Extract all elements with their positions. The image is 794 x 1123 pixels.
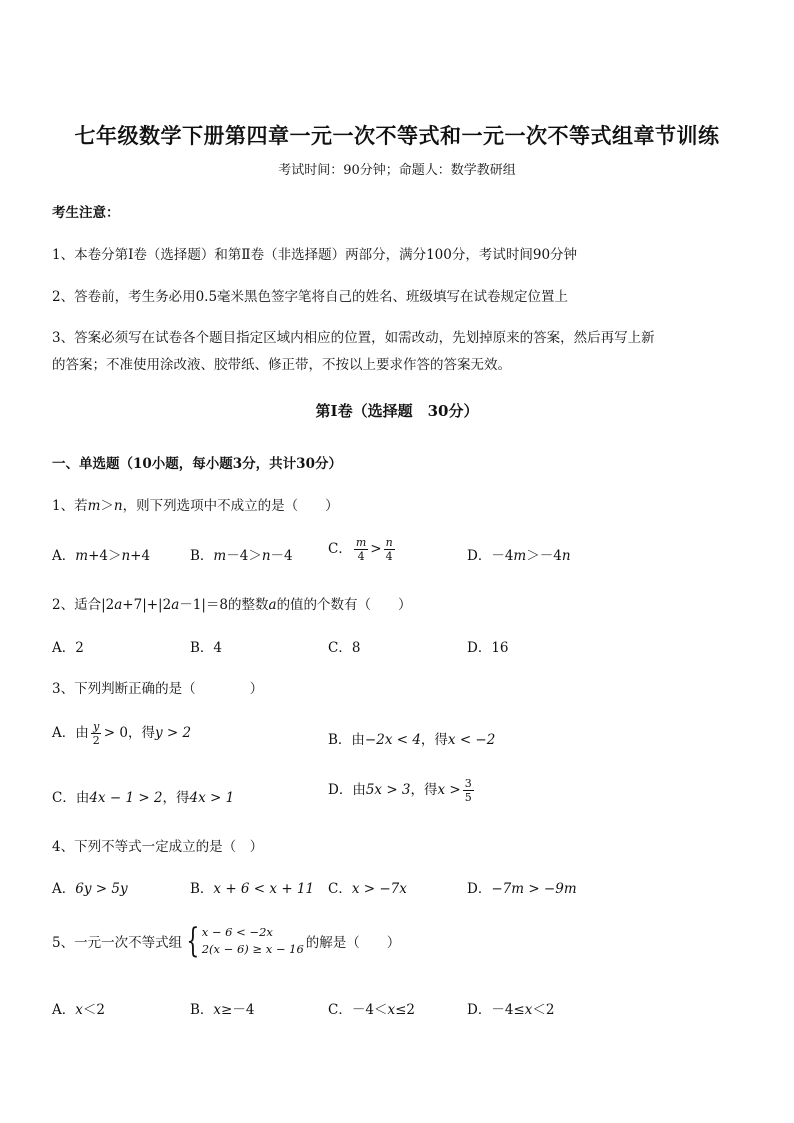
q2-option-a[interactable]: A．2 bbox=[52, 640, 84, 656]
q1-option-c[interactable]: C． $\frac{m}{4}$ > $\frac{n}{4}$ bbox=[328, 536, 393, 563]
q2-option-c[interactable]: C．8 bbox=[328, 640, 361, 656]
q4-option-b[interactable]: B．x + 6 < x + 11 bbox=[190, 881, 315, 897]
notice-heading: 考生注意： bbox=[52, 205, 120, 221]
q5-option-b[interactable]: B．x≥－4 bbox=[190, 1002, 255, 1018]
q5-option-d[interactable]: D．－4≤x＜2 bbox=[467, 1002, 555, 1018]
q2-option-d[interactable]: D．16 bbox=[467, 640, 509, 656]
q4-option-a[interactable]: A．6y > 5y bbox=[52, 881, 128, 897]
question-2: 2、适合|2a+7|+|2a－1|＝8的整数a的值的个数有（ ） bbox=[52, 597, 412, 613]
q1-option-d[interactable]: D．－4m＞－4n bbox=[467, 548, 571, 564]
question-3: 3、下列判断正确的是（ ） bbox=[52, 681, 264, 697]
question-1: 1、若m＞n，则下列选项中不成立的是（ ） bbox=[52, 498, 339, 514]
exam-info: 考试时间：90分钟；命题人：数学教研组 bbox=[278, 163, 516, 178]
q2-option-b[interactable]: B．4 bbox=[190, 640, 223, 656]
q3-option-a[interactable]: A．由 $\frac{y}{2}$ > 0，得y > 2 bbox=[52, 720, 192, 747]
q3-option-c[interactable]: C．由4x − 1 > 2，得4x > 1 bbox=[52, 790, 235, 806]
question-4: 4、下列不等式一定成立的是（ ） bbox=[52, 839, 264, 855]
notice-item-2: 2、答卷前，考生务必用0.5毫米黑色签字笔将自己的姓名、班级填写在试卷规定位置上 bbox=[52, 289, 569, 305]
notice-item-1: 1、本卷分第Ⅰ卷（选择题）和第Ⅱ卷（非选择题）两部分，满分100分，考试时间90分钟 bbox=[52, 247, 578, 263]
notice-item-3-cont: 的答案；不准使用涂改液、胶带纸、修正带，不按以上要求作答的答案无效。 bbox=[52, 357, 511, 373]
page-title: 七年级数学下册第四章一元一次不等式和一元一次不等式组章节训练 bbox=[74, 123, 720, 148]
q5-option-c[interactable]: C．－4＜x≤2 bbox=[328, 1002, 415, 1018]
section-title: 第Ⅰ卷（选择题 30分） bbox=[315, 402, 479, 420]
q3-option-d[interactable]: D．由5x > 3，得x > $\frac{3}{5}$ bbox=[328, 777, 472, 804]
q5-option-a[interactable]: A．x＜2 bbox=[52, 1002, 105, 1018]
q3-option-b[interactable]: B．由−2x < 4，得x < −2 bbox=[328, 732, 496, 748]
q1-option-b[interactable]: B．m－4＞n－4 bbox=[190, 548, 293, 564]
notice-item-3: 3、答案必须写在试卷各个题目指定区域内相应的位置，如需改动，先划掉原来的答案，然后再写上新 bbox=[52, 330, 655, 346]
q4-option-c[interactable]: C．x > −7x bbox=[328, 881, 407, 897]
q1-option-a[interactable]: A．m+4＞n+4 bbox=[52, 548, 151, 564]
part-heading: 一、单选题（10小题，每小题3分，共计30分） bbox=[52, 456, 342, 472]
inequality-system: x − 6 < −2x 2(x − 6) ≥ x − 16 bbox=[201, 925, 304, 956]
q4-option-d[interactable]: D．−7m > −9m bbox=[467, 881, 577, 897]
system-brace: { bbox=[186, 921, 200, 961]
question-5: 5、一元一次不等式组 { x − 6 < −2x 2(x − 6) ≥ x − 16 的解是（ ） bbox=[52, 921, 401, 961]
